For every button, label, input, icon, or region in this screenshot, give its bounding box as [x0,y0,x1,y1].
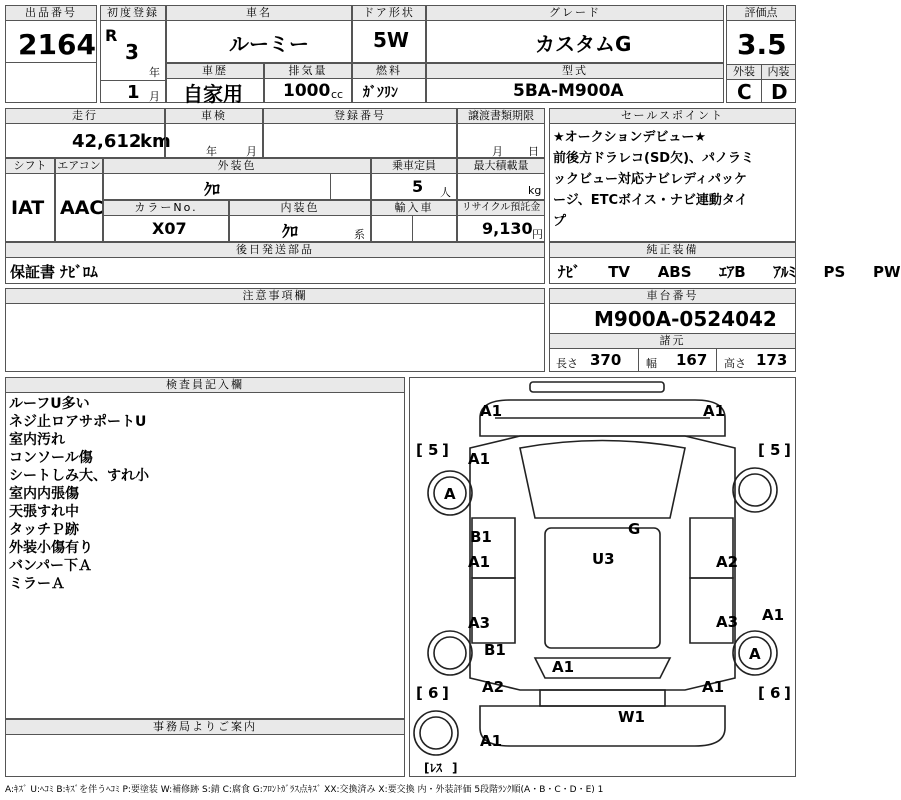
registration-label: 登録番号 [263,108,457,124]
tire-rl-label: [ [416,684,423,702]
first-reg-divider [101,80,165,81]
mark-center-g: G [628,520,641,538]
remark-line: 室内汚れ [9,432,65,448]
int-color-unit: 系 [354,228,365,241]
remark-line: バンパー下Ａ [9,558,93,574]
length-value: 370 [590,351,622,369]
first-reg-month-unit: 月 [149,90,160,103]
color-no-box [103,200,229,242]
remark-line: ネジ止ロアサポートU [9,414,147,430]
mark-right-a1-mid: A1 [762,606,785,624]
tire-fr-label-end: ] [784,441,791,459]
aircon-label: エアコン [55,158,103,174]
mark-rear-a1: A1 [480,732,503,750]
windshield-outline [520,441,685,519]
equip-item: ｱﾙﾐ [773,263,796,281]
mark-left-a2: A2 [482,678,505,696]
displacement-box [264,63,352,103]
int-color-box [229,200,371,242]
later-parts-box [5,242,545,284]
remark-line: ルーフU多い [9,396,90,412]
right-rear-door-outline [690,578,733,643]
mark-right-a2: A2 [716,553,739,571]
remark-line: 室内内張傷 [9,486,79,502]
mileage-value: 42,612 [72,131,142,152]
later-parts-value: 保証書 ﾅﾋﾞﾛﾑ [10,263,98,281]
int-color-value: ｸﾛ [282,222,299,241]
recycle-unit: 円 [532,228,543,241]
equipment-label: 純正装備 [549,242,796,258]
mileage-label: 走行 [5,108,165,124]
shift-value: IAT [11,197,45,219]
chassis-label: 車台番号 [549,288,796,304]
sales-box [549,108,796,242]
height-label: 高さ [724,357,746,370]
max-load-label: 最大積載量 [457,158,545,174]
mark-center-u3: U3 [592,550,615,568]
color-no-label: カラーNo. [103,200,229,216]
ext-color-value: ｸﾛ [204,180,221,199]
rating-value: 3.5 [737,28,787,61]
equip-item: PS [823,263,846,281]
exterior-rating: C [737,80,752,104]
inspection-box [165,108,263,158]
mark-tire-rr: A [749,645,761,663]
tire-fl-value: 5 [428,441,439,459]
length-label: 長さ [556,357,578,370]
legend: A:ｷｽﾞ U:ﾍｺﾐ B:ｷｽﾞを伴うﾍｺﾐ P:要塗装 W:補修跡 S:錆 C:腐食 G:ﾌﾛﾝﾄｶﾞﾗｽ点ｷｽﾞ XX:交換済み X:要交換 内・外装評価 5段階ﾗﾝｸ順(A・B・C・D・E) 1 [5,785,604,795]
spare-label-end: ] [452,761,458,775]
inspection-month-unit: 月 [246,145,257,158]
office-label: 事務局よりご案内 [5,719,405,735]
roof-outline [530,382,664,392]
tire-rr-label-end: ] [784,684,791,702]
displacement-label: 排気量 [264,63,352,79]
model-label: 型式 [426,63,724,79]
car-name-value: ルーミー [229,32,309,56]
remark-line: シートしみ大、すれ小 [9,468,149,484]
grade-value: カスタムG [535,32,632,56]
mark-left-a3: A3 [468,614,491,632]
rear-bumper-outline [540,690,665,706]
recycle-box [457,200,545,242]
mark-rear-w1: W1 [618,708,645,726]
transfer-day-unit: 日 [528,145,539,158]
roof-panel-outline [545,528,660,648]
ext-color-box [103,158,371,200]
door-box [352,5,426,63]
exterior-label: 外装 [726,64,762,80]
inspection-year-unit: 年 [206,145,217,158]
ext-color-label: 外装色 [103,158,371,174]
tire-rl-value: 6 [428,684,439,702]
mark-roof-left: A1 [480,402,503,420]
mark-center-a1: A1 [552,658,575,676]
transfer-box [457,108,545,158]
remark-line: コンソール傷 [9,450,93,466]
color-no-value: X07 [152,219,187,238]
car-diagram-box [409,377,796,777]
sales-line: 前後方ドラレコ(SD欠)、パノラミ [553,151,755,166]
first-reg-year: 3 [125,40,139,64]
model-value: 5BA-M900A [513,81,624,101]
notes-label: 注意事項欄 [5,288,545,304]
aircon-box [55,158,103,242]
capacity-box [371,158,457,200]
lot-label: 出品番号 [5,5,97,21]
sales-points [553,127,793,232]
office-box [5,719,405,777]
sales-line: ージ、ETCボイス・ナビ連動タイ [553,193,748,208]
height-value: 173 [756,351,788,369]
inspector-remarks [9,395,149,593]
tire-fl-label: [ [416,441,423,459]
sales-line: ックビュー対応ナビレディパッケ [553,172,747,187]
import-label: 輸入車 [371,200,457,216]
sales-line: プ [553,214,567,229]
displacement-unit: cc [331,88,344,101]
max-load-unit: kg [528,184,542,197]
tire-fr-value: 5 [770,441,781,459]
car-name-label: 車名 [166,5,352,21]
specs-divider-1 [638,348,639,371]
lot-divider [6,62,96,63]
rear-panel-outline [480,706,725,746]
equipment-box [549,242,901,284]
mark-roof-right: A1 [703,402,726,420]
tire-rr-label: [ [758,684,765,702]
import-divider [412,216,413,241]
specs-label: 諸元 [549,333,796,349]
recycle-value: 9,130 [482,219,533,238]
inspector-label: 検査員記入欄 [5,377,405,393]
max-load-box [457,158,545,200]
equip-item: ABS [657,263,692,281]
fuel-value: ｶﾞｿﾘﾝ [363,85,398,101]
first-reg-label: 初度登録 [100,5,166,21]
mark-left-a1: A1 [468,553,491,571]
lot-number: 2164 [18,28,96,61]
door-label: ドア形状 [352,5,426,21]
mark-right-a3: A3 [716,613,739,631]
history-value: 自家用 [183,82,243,106]
equip-item: TV [608,263,631,281]
door-value: 5W [373,28,409,52]
int-color-label: 内装色 [229,200,371,216]
recycle-label: リサイクル預託金 [457,200,545,216]
spare-tire-inner [420,717,452,749]
left-rear-door-outline [472,578,515,643]
grade-label: グレード [426,5,724,21]
grade-box [426,5,724,63]
capacity-label: 乗車定員 [371,158,457,174]
later-parts-label: 後日発送部品 [5,242,545,258]
equip-item: ﾅﾋﾞ [558,263,581,281]
mark-left-b1-2: B1 [484,641,506,659]
mark-left-b1: B1 [470,528,492,546]
sales-label: セールスポイント [549,108,796,124]
first-reg-era: R [105,26,118,45]
specs-divider-2 [716,348,717,371]
tire-rr-value: 6 [770,684,781,702]
remark-line: 天張すれ中 [9,504,79,520]
tire-fr-label: [ [758,441,765,459]
inspection-label: 車検 [165,108,263,124]
ext-color-divider [330,174,331,199]
shift-label: シフト [5,158,55,174]
tire-rl-inner [434,637,466,669]
mark-tire-fl: A [444,485,456,503]
rating-label: 評価点 [726,5,796,21]
capacity-unit: 人 [440,186,451,199]
transfer-month-unit: 月 [492,145,503,158]
transfer-label: 譲渡書類期限 [457,108,545,124]
mileage-unit: km [140,131,171,152]
history-label: 車歴 [166,63,264,79]
spare-value: ﾚｽ [430,761,443,775]
remark-line: タッチＰ跡 [9,522,79,538]
first-reg-month: 1 [127,82,140,103]
aircon-value: AAC [60,197,104,219]
interior-label: 内装 [761,64,796,80]
tire-fr-inner [739,474,771,506]
equip-item: ｴｱB [719,263,746,281]
mileage-box [5,108,171,158]
registration-box [263,108,457,158]
displacement-value: 1000 [283,81,331,101]
first-reg-year-unit: 年 [149,66,160,79]
import-box [371,200,457,242]
remark-line: ミラーＡ [9,576,65,592]
mark-right-a1-low: A1 [702,678,725,696]
car-diagram [410,378,795,776]
equipment-list [558,261,901,282]
fuel-label: 燃料 [352,63,426,79]
chassis-value: M900A-0524042 [594,307,777,331]
remark-line: 外装小傷有り [9,540,93,556]
equip-item: PW [873,263,901,281]
history-box [166,63,264,106]
chassis-box [549,288,796,372]
model-box [426,63,724,103]
rating-col-divider [761,64,762,102]
shift-box [5,158,55,242]
fuel-box [352,63,426,103]
lot-box [5,5,97,103]
tire-rl-label-end: ] [442,684,449,702]
sales-line: ★オークションデビュー★ [553,130,707,145]
first-reg-box [100,5,166,103]
spare-label: [ [424,761,430,775]
width-label: 幅 [646,357,657,370]
mark-hood-left: A1 [468,450,491,468]
tire-fl-label-end: ] [442,441,449,459]
inspector-box [5,377,405,719]
rating-box [726,5,796,103]
notes-box [5,288,545,372]
car-name-box [166,5,352,63]
capacity-value: 5 [412,177,424,196]
interior-rating: D [771,80,788,104]
width-value: 167 [676,351,708,369]
